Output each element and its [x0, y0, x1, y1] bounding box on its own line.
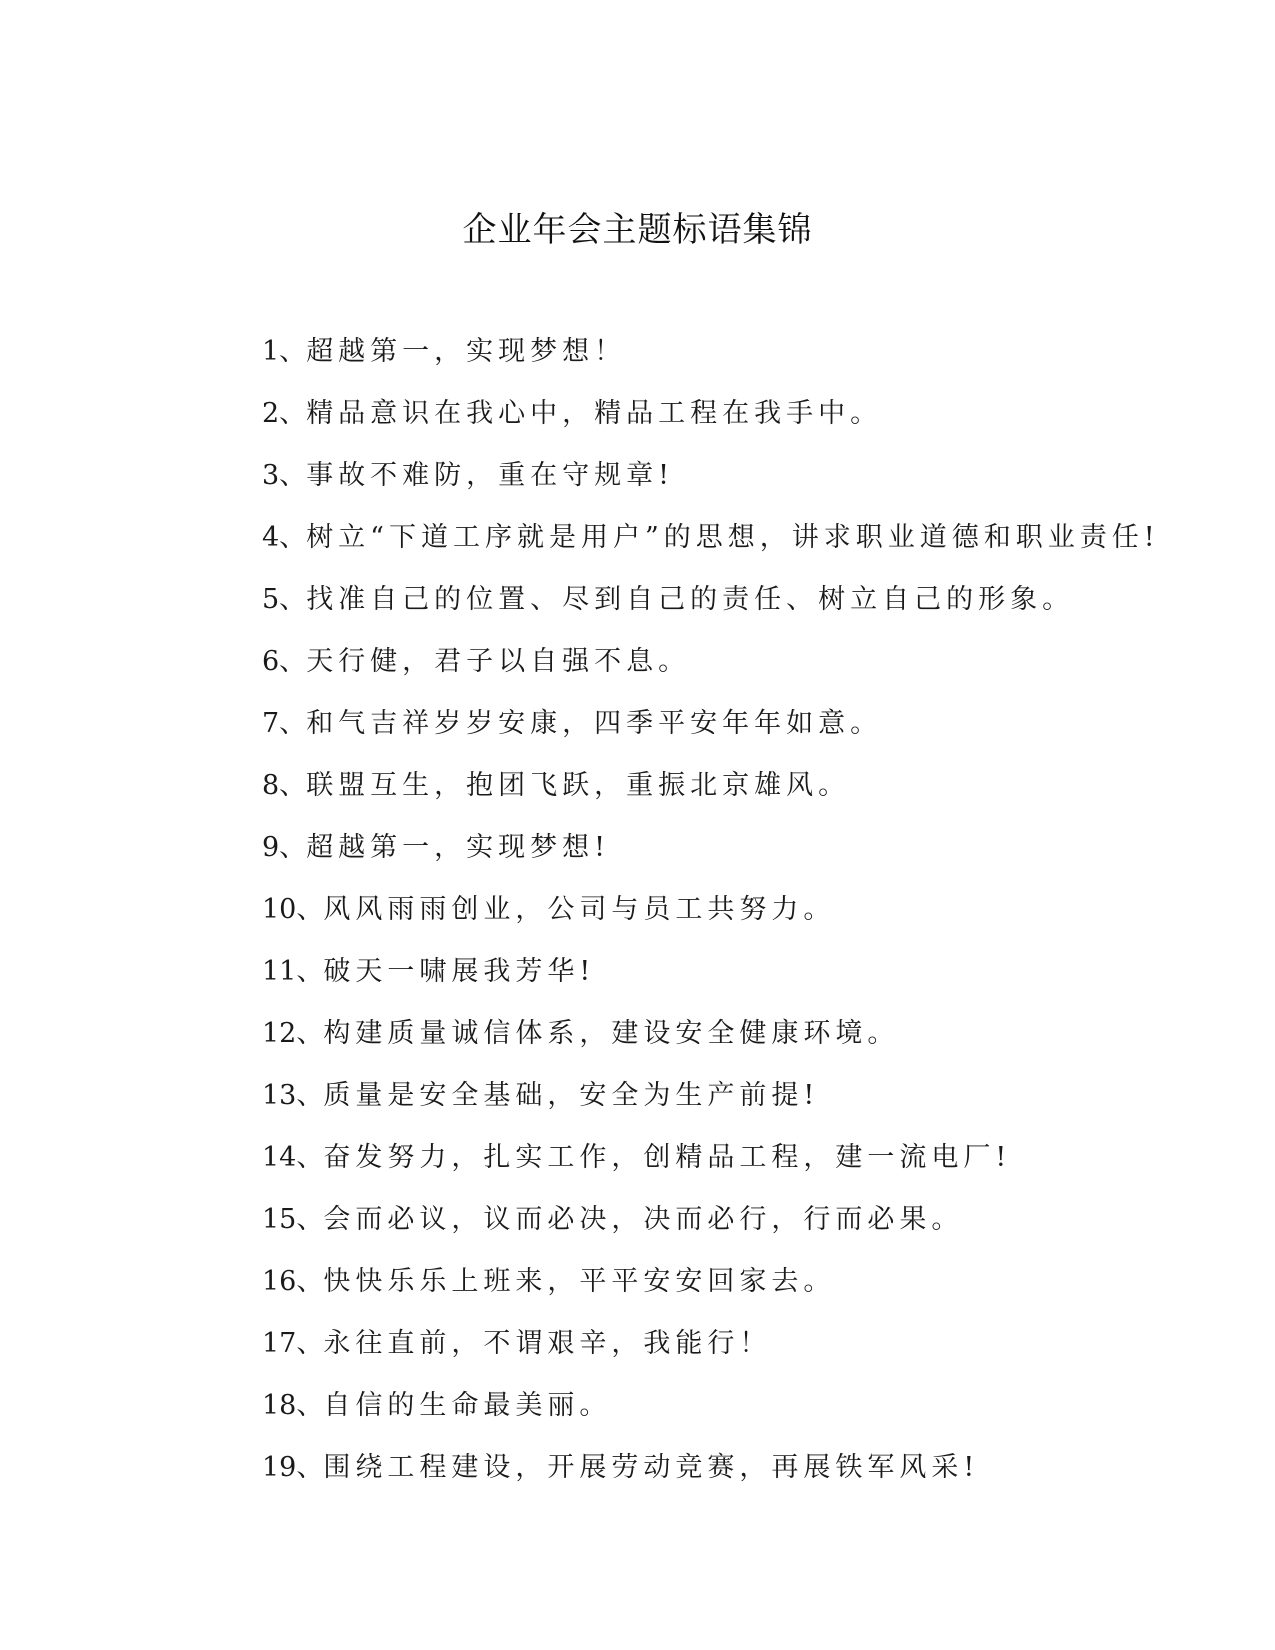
list-item	[262, 1076, 1162, 1138]
item-number: 11、	[262, 956, 324, 987]
item-text: 围绕工程建设，开展劳动竞赛，再展铁军风采!	[323, 1452, 980, 1483]
item-number: 16、	[262, 1266, 324, 1297]
item-number: 6、	[262, 646, 307, 677]
item-text: 超越第一，实现梦想!	[306, 832, 611, 863]
page-title: 企业年会主题标语集锦	[462, 210, 813, 250]
item-text: 快快乐乐上班来，平平安安回家去。	[323, 1266, 836, 1297]
item-number: 8、	[262, 770, 307, 801]
list-item	[262, 456, 1162, 518]
list-item	[262, 1200, 1162, 1262]
list-item	[262, 642, 1162, 704]
item-text: 质量是安全基础，安全为生产前提!	[323, 1080, 820, 1111]
list-item	[262, 1324, 1162, 1386]
item-text: 自信的生命最美丽。	[323, 1390, 612, 1421]
item-text: 超越第一，实现梦想！	[306, 336, 627, 367]
item-text: 找准自己的位置、尽到自己的责任、树立自己的形象。	[306, 584, 1075, 615]
item-text: 奋发努力，扎实工作，创精品工程，建一流电厂!	[323, 1142, 1012, 1173]
list-item	[262, 1386, 1162, 1448]
list-item	[262, 1138, 1162, 1200]
item-text: 构建质量诚信体系，建设安全健康环境。	[323, 1018, 900, 1049]
list-item	[262, 518, 1162, 580]
item-text: 联盟互生，抱团飞跃，重振北京雄风。	[306, 770, 851, 801]
item-text: 永往直前，不谓艰辛，我能行！	[323, 1328, 772, 1359]
item-text: 天行健，君子以自强不息。	[306, 646, 691, 677]
list-item	[262, 828, 1162, 890]
list-item	[262, 766, 1162, 828]
list-item	[262, 1262, 1162, 1324]
item-number: 7、	[262, 708, 307, 739]
item-text: 精品意识在我心中，精品工程在我手中。	[306, 398, 883, 429]
item-text: 风风雨雨创业，公司与员工共努力。	[323, 894, 836, 925]
item-number: 17、	[262, 1328, 324, 1359]
item-number: 15、	[262, 1204, 324, 1235]
item-number: 18、	[262, 1390, 324, 1421]
list-item	[262, 580, 1162, 642]
list-item	[262, 890, 1162, 952]
list-item	[262, 1448, 1162, 1510]
item-text: 事故不难防，重在守规章!	[306, 460, 675, 491]
item-number: 10、	[262, 894, 324, 925]
slogan-list	[262, 332, 1162, 1510]
item-number: 3、	[262, 460, 307, 491]
list-item	[262, 1014, 1162, 1076]
item-text: 破天一啸展我芳华!	[323, 956, 596, 987]
item-number: 12、	[262, 1018, 324, 1049]
list-item	[262, 952, 1162, 1014]
item-number: 14、	[262, 1142, 324, 1173]
item-number: 13、	[262, 1080, 324, 1111]
item-text: 会而必议，议而必决，决而必行，行而必果。	[323, 1204, 964, 1235]
item-text: 和气吉祥岁岁安康，四季平安年年如意。	[306, 708, 883, 739]
item-number: 2、	[262, 398, 307, 429]
item-text: 树立“下道工序就是用户”的思想，讲求职业道德和职业责任!	[306, 522, 1160, 553]
item-number: 19、	[262, 1452, 324, 1483]
item-number: 9、	[262, 832, 307, 863]
item-number: 4、	[262, 522, 307, 553]
list-item	[262, 704, 1162, 766]
list-item	[262, 394, 1162, 456]
item-number: 1、	[262, 336, 307, 367]
item-number: 5、	[262, 584, 307, 615]
list-item	[262, 332, 1162, 394]
